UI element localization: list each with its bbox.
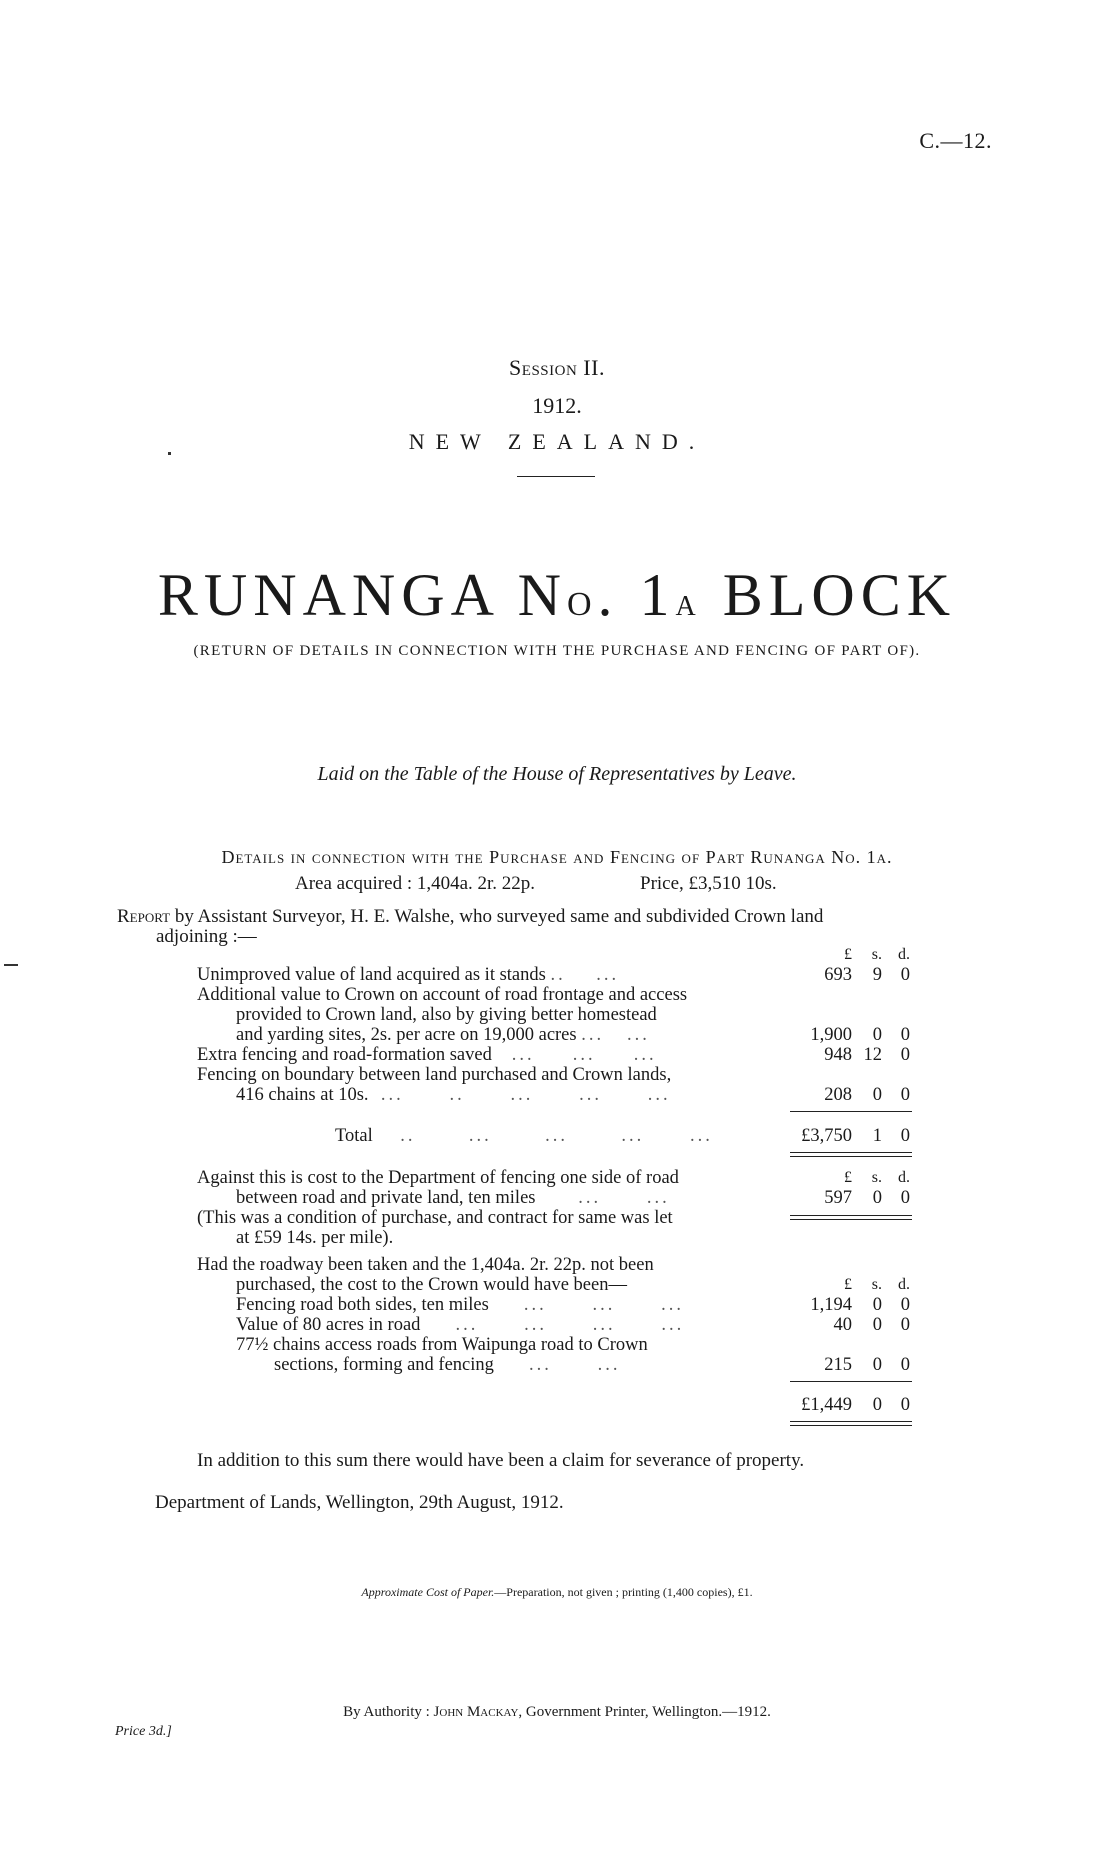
print-speck <box>168 452 171 455</box>
table1-double-rule-a <box>790 1152 912 1153</box>
table1-total-amount: £3,750 1 0 <box>801 1126 910 1146</box>
country-label: NEW ZEALAND. <box>408 429 706 454</box>
table3-header: £ s. d. <box>844 1276 910 1293</box>
table1-row: Extra fencing and road-formation saved ... ... ... <box>197 1045 657 1065</box>
table3-double-rule-b <box>790 1425 912 1426</box>
table1-row: Unimproved value of land acquired as it stands .. ... <box>197 965 620 985</box>
table3-intro: Had the roadway been taken and the 1,404a. 2r. 22p. not been purchased, the cost to the Crown would have been— <box>197 1255 654 1295</box>
table3-row-amount: 1,194 0 0 <box>810 1295 910 1315</box>
report-line1: by Assistant Surveyor, H. E. Walshe, who surveyed same and subdivided Crown land <box>170 906 824 927</box>
header-divider <box>517 476 595 477</box>
table3-row-amount: 215 0 0 <box>824 1355 910 1375</box>
table2-amount: 597 0 0 <box>824 1188 910 1208</box>
session-label: Session II. <box>509 355 605 380</box>
report-line2: adjoining :— <box>156 926 257 947</box>
table3-total-rule <box>790 1381 912 1382</box>
table3-total-amount: £1,449 0 0 <box>801 1395 910 1415</box>
table2-double-rule-b <box>790 1219 912 1220</box>
price-footnote: Price 3d.] <box>115 1724 172 1739</box>
table3-row-amount: 40 0 0 <box>833 1315 910 1335</box>
table1-total-rule <box>790 1111 912 1112</box>
year-label: 1912. <box>532 393 582 418</box>
document-reference: C.—12. <box>919 128 992 153</box>
table1-row-amount: 1,900 0 0 <box>810 1025 910 1045</box>
table3-row: Fencing road both sides, ten miles ... ... ... <box>236 1295 685 1315</box>
table1-row: Additional value to Crown on account of road frontage and access provided to Crown land, also by giving better homestead and yarding sites, 2s. per acre on 19,000 acres ... ... <box>197 985 688 1045</box>
document-title: RUNANGA No. 1a BLOCK <box>157 562 957 628</box>
table1-header: £ s. d. <box>844 946 910 963</box>
laid-on-table-note: Laid on the Table of the House of Representatives by Leave. <box>317 763 797 785</box>
department-signature: Department of Lands, Wellington, 29th August, 1912. <box>155 1492 564 1513</box>
report-intro <box>117 907 977 947</box>
cost-of-paper: Approximate Cost of Paper.—Preparation, not given ; printing (1,400 copies), £1. <box>361 1585 753 1599</box>
table1-row-amount: 948 12 0 <box>824 1045 910 1065</box>
table1-row-amount: 693 9 0 <box>824 965 910 985</box>
table2-row: Against this is cost to the Department of fencing one side of road between road and private land, ten miles ... ... (This was a condition of purchase, and contract for same was let at £59 14s. per mile). <box>197 1168 679 1248</box>
table2-header: £ s. d. <box>844 1169 910 1186</box>
details-heading: Details in connection with the Purchase and Fencing of Part Runanga No. 1a. <box>221 847 893 867</box>
table2-double-rule-a <box>790 1215 912 1216</box>
report-lead: Report <box>117 906 171 927</box>
print-mark <box>4 964 18 966</box>
table1-double-rule-b <box>790 1156 912 1157</box>
table1-total-row: Total .. ... ... ... ... <box>335 1126 713 1146</box>
severance-note: In addition to this sum there would have been a claim for severance of property. <box>197 1450 805 1471</box>
table1-row-amount: 208 0 0 <box>824 1085 910 1105</box>
table3-row: Value of 80 acres in road ... ... ... ... <box>236 1315 685 1335</box>
table1-row: Fencing on boundary between land purchased and Crown lands, 416 chains at 10s. ... .. ... ... ... <box>197 1065 672 1105</box>
table3-double-rule-a <box>790 1421 912 1422</box>
printer-authority: By Authority : John Mackay, Government Printer, Wellington.—1912. <box>343 1704 771 1720</box>
table3-row: 77½ chains access roads from Waipunga road to Crown sections, forming and fencing ... ... <box>236 1335 648 1375</box>
document-subtitle: (RETURN OF DETAILS IN CONNECTION WITH THE PURCHASE AND FENCING OF PART OF). <box>193 643 921 659</box>
area-acquired: Area acquired : 1,404a. 2r. 22p. <box>295 873 536 894</box>
purchase-price: Price, £3,510 10s. <box>640 873 777 894</box>
